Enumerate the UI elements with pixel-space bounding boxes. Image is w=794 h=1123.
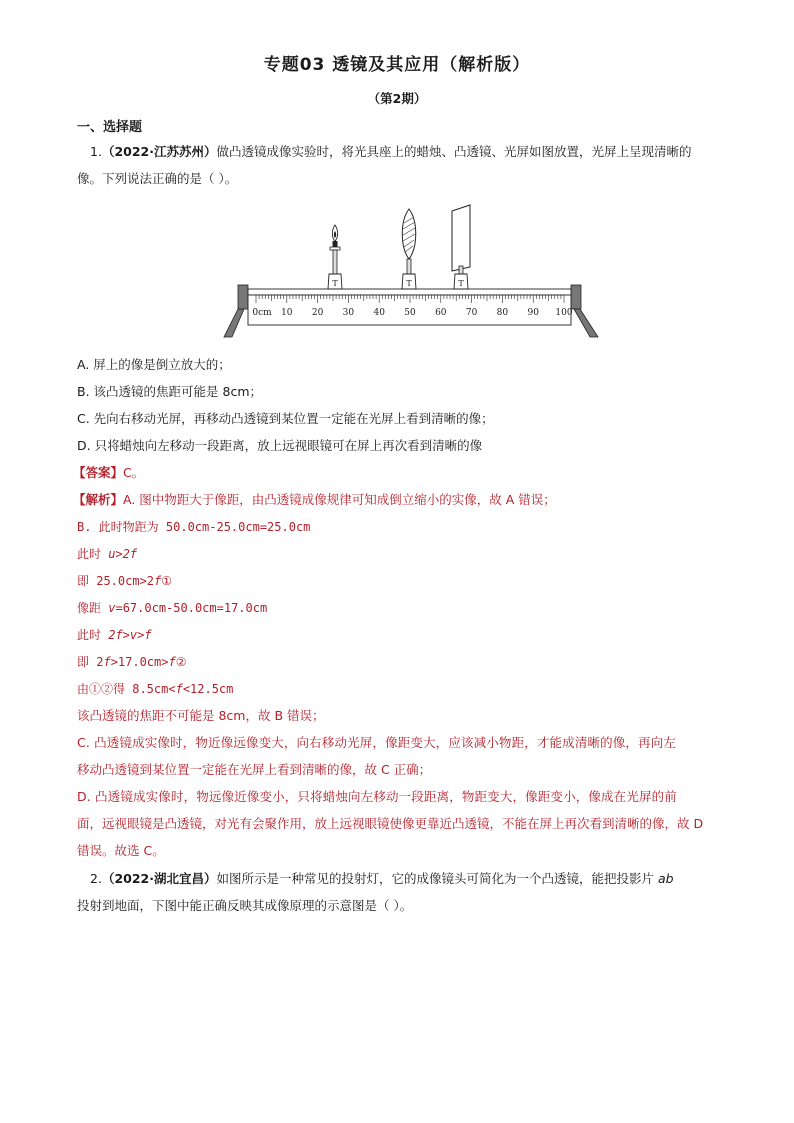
ruler-tick-label: 70 [465, 308, 478, 318]
issue-label: （第2期） [367, 91, 427, 106]
analysis-b-line6 [77, 653, 757, 671]
analysis-b-line5 [77, 626, 757, 644]
b6-mid: >17.0cm> [110, 655, 169, 669]
q2-number: 2. [90, 871, 102, 886]
q1-option-c: C. 先向右移动光屏，再移动凸透镜到某位置一定能在光屏上看到清晰的像； [77, 411, 494, 426]
right-leg [574, 309, 598, 337]
b4-rest: =67.0cm-50.0cm=17.0cm [115, 601, 268, 615]
b3-prefix: 即 25.0cm>2 [77, 574, 155, 588]
analysis-label: 【解析】 [73, 492, 124, 507]
ruler-tick-label: 20 [311, 308, 324, 318]
analysis-b-line3 [77, 572, 757, 590]
b7-rest: <12.5cm [182, 682, 234, 696]
analysis-d-line2: 面，远视眼镜是凸透镜，对光有会聚作用，放上远视眼镜使像更靠近凸透镜，不能在屏上再次看到清晰的像，故 D [77, 816, 704, 831]
candle [328, 225, 342, 289]
analysis-a-text: A. 图中物距大于像距，由凸透镜成像规律可知成倒立缩小的实像，故 A 错误； [123, 492, 556, 507]
page-title: 专题03 透镜及其应用（解析版） [263, 55, 531, 75]
q1-analysis-a [73, 491, 753, 509]
b5-math: 2f>v>f [108, 628, 152, 642]
candle-holder-top [330, 247, 340, 250]
b3-mark: ① [161, 574, 173, 588]
q1-option-a: A. 屏上的像是倒立放大的； [77, 357, 231, 372]
b4-math: v [108, 601, 116, 615]
analysis-d-line3: 错误。故选 C。 [77, 843, 165, 858]
b4-prefix: 像距 [77, 601, 109, 615]
ruler-tick-label: 10 [281, 308, 293, 318]
candle-post [333, 250, 337, 274]
q1-stem-line2: 像。下列说法正确的是（ ）。 [77, 171, 238, 186]
convex-lens [402, 209, 416, 289]
q1-source: （2022·江苏苏州） [101, 144, 217, 159]
ruler-tick-label: 40 [373, 308, 385, 318]
ruler-tick-label: 50 [404, 308, 416, 318]
q1-number: 1. [90, 144, 102, 159]
screen-panel [452, 205, 470, 271]
b6-mark: ② [175, 655, 187, 669]
q1-stem-line1 [90, 143, 770, 161]
analysis-b-line2 [77, 545, 757, 563]
b7-math: f [175, 682, 183, 696]
analysis-c-line2: 移动凸透镜到某位置一定能在光屏上看到清晰的像，故 C 正确； [77, 762, 432, 777]
light-screen [452, 205, 470, 289]
right-end-block [571, 285, 581, 309]
section-heading: 一、选择题 [77, 120, 143, 135]
b6-math2: f [168, 655, 176, 669]
q1-option-d: D. 只将蜡烛向左移动一段距离，放上远视眼镜可在屏上再次看到清晰的像 [77, 438, 483, 453]
analysis-b-line8: 该凸透镜的焦距不可能是 8cm，故 B 错误； [77, 708, 325, 723]
ruler-tick-label: 30 [342, 308, 355, 318]
b6-math1: f [103, 655, 111, 669]
b6-prefix: 即 2 [77, 655, 104, 669]
analysis-b-line7 [77, 680, 757, 698]
analysis-b-line1: B. 此时物距为 50.0cm-25.0cm=25.0cm [77, 520, 311, 534]
analysis-d-line1: D. 凸透镜成实像时，物远像近像变小，只将蜡烛向左移动一段距离，物距变大，像距变小，像成在光屏的前 [77, 789, 677, 804]
q1-option-b: B. 该凸透镜的焦距可能是 8cm； [77, 384, 262, 399]
svg-text:T: T [458, 279, 464, 288]
q2-stem-text: 如图所示是一种常见的投射灯，它的成像镜头可简化为一个凸透镜，能把投影片 [216, 871, 658, 886]
left-end-block [238, 285, 248, 309]
q2-stem-line2: 投射到地面，下图中能正确反映其成像原理的示意图是（ ）。 [77, 898, 413, 913]
b5-prefix: 此时 [77, 628, 109, 642]
q2-source: （2022·湖北宜昌） [101, 871, 217, 886]
b7-prefix: 由①②得 8.5cm< [77, 682, 176, 696]
lens-post [407, 259, 411, 274]
q1-answer [73, 464, 753, 482]
svg-text:T: T [406, 279, 412, 288]
ruler-tick-label: 90 [527, 308, 539, 318]
q2-stem-line1 [90, 870, 770, 888]
ruler-tick-label: 80 [496, 308, 509, 318]
left-leg [224, 309, 244, 337]
b3-math: f [154, 574, 162, 588]
svg-text:T: T [332, 279, 338, 288]
ruler-tick-label: 60 [435, 308, 447, 318]
answer-value: C。 [123, 465, 145, 480]
answer-label: 【答案】 [73, 465, 124, 480]
bench-rail-top [248, 289, 571, 295]
analysis-b-line4 [77, 599, 757, 617]
b2-prefix: 此时 [77, 547, 109, 561]
q1-stem-text: 做凸透镜成像实验时，将光具座上的蜡烛、凸透镜、光屏如图放置，光屏上呈现清晰的 [216, 144, 692, 159]
ruler-tick-label: 100 [555, 308, 573, 318]
ruler-unit-label: 0cm [252, 308, 272, 318]
b2-math: u>2f [108, 547, 138, 561]
q2-stem-math: ab [657, 871, 674, 886]
optical-bench-figure [220, 203, 604, 345]
analysis-c-line1: C. 凸透镜成实像时，物近像远像变大，向右移动光屏，像距变大，应该减小物距，才能成清晰的像，再向左 [77, 735, 677, 750]
